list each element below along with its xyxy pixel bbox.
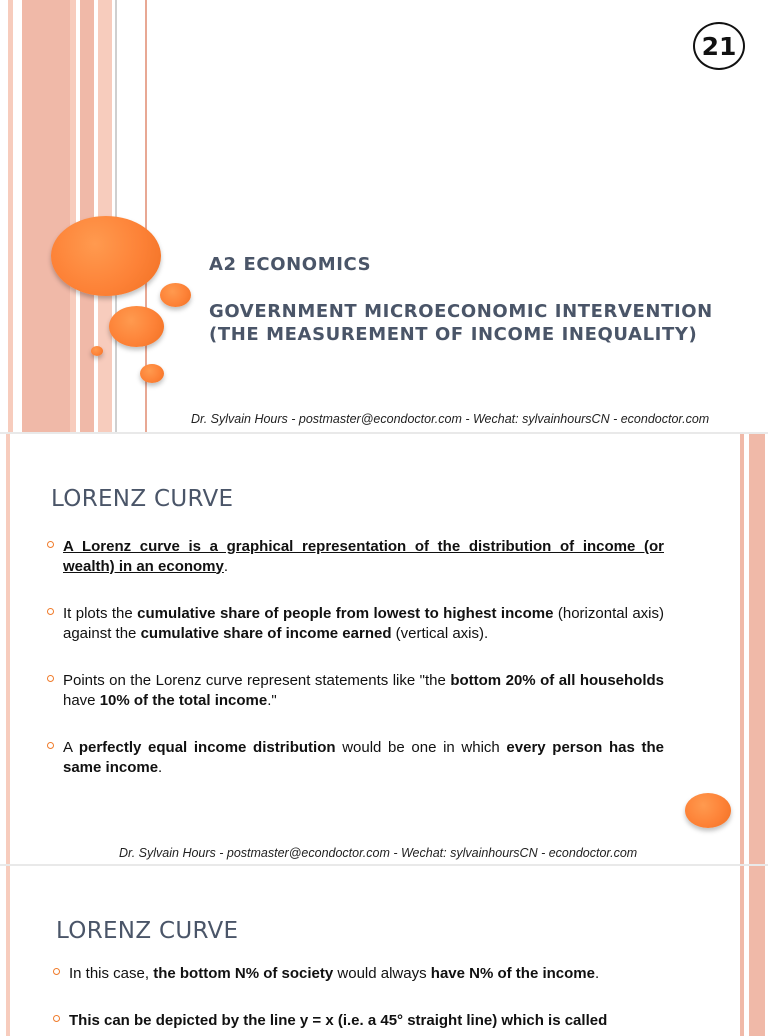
bullet-icon — [53, 1015, 60, 1022]
author-footer: Dr. Sylvain Hours - postmaster@econdoctor.com - Wechat: sylvainhoursCN - econdoctor.com — [191, 412, 710, 426]
text-run: (horizontal axis) against the — [63, 605, 665, 642]
bold-run: This can be depicted by the line y = x (i.e. a 45° straight line) which is called — [69, 1011, 608, 1029]
text-run: . — [223, 557, 229, 575]
definition-text: A Lorenz curve is a graphical representation of the distribution of income (or wealth) in an economy — [63, 538, 664, 575]
decor-circle — [160, 283, 191, 307]
text-run: It plots the — [63, 605, 138, 622]
text-run: . — [158, 758, 163, 776]
text-run: ." — [267, 691, 277, 709]
list-item — [53, 1011, 670, 1031]
decor-stripe — [70, 0, 76, 432]
lecture-title-line1: GOVERNMENT MICROECONOMIC INTERVENTION — [209, 301, 713, 322]
bold-run: bottom 20% of all households — [450, 672, 665, 689]
bullet-icon — [53, 968, 60, 975]
decor-stripe — [22, 0, 70, 432]
decor-circle — [685, 793, 731, 828]
text-run: . — [594, 965, 600, 982]
slide-heading: LORENZ CURVE — [51, 486, 234, 512]
bold-run: the bottom N% of society — [153, 965, 334, 982]
bullet-icon — [47, 608, 54, 615]
list-item — [47, 604, 664, 643]
bold-run: have N% of the income — [430, 965, 595, 982]
decor-stripe — [740, 434, 744, 864]
lecture-title-line2: (THE MEASUREMENT OF INCOME INEQUALITY) — [209, 324, 698, 345]
lecture-title — [209, 300, 713, 346]
decor-stripe — [749, 434, 765, 864]
text-run: (vertical axis). — [391, 624, 489, 642]
bold-run: cumulative share of people from lowest to highest income — [137, 605, 554, 622]
decor-stripe — [6, 866, 10, 1036]
decor-circle — [140, 364, 164, 383]
text-run: A — [63, 739, 79, 756]
bullet-icon — [47, 742, 54, 749]
lorenz-curve-slide — [0, 434, 768, 864]
text-run: would always — [333, 965, 431, 982]
text-run: would be one in which — [335, 739, 507, 756]
lorenz-curve-slide-2 — [0, 866, 768, 1036]
bold-run: 10% of the total income — [99, 691, 268, 709]
bullet-icon — [47, 541, 54, 548]
text-run: have — [63, 691, 100, 709]
bullet-list — [53, 964, 670, 1030]
list-item — [53, 964, 670, 984]
bullet-list — [47, 537, 664, 777]
title-slide — [0, 0, 768, 432]
decor-stripe — [6, 434, 10, 864]
slide-number-badge: 21 — [693, 22, 745, 70]
author-footer: Dr. Sylvain Hours - postmaster@econdoctor.com - Wechat: sylvainhoursCN - econdoctor.com — [119, 846, 638, 860]
text-run: Points on the Lorenz curve represent statements like "the — [63, 672, 451, 689]
course-title: A2 ECONOMICS — [209, 254, 372, 275]
decor-stripe — [8, 0, 13, 432]
decor-stripe — [749, 866, 765, 1036]
decor-stripe — [740, 866, 744, 1036]
list-item — [47, 671, 664, 710]
title-block — [209, 254, 713, 346]
decor-stripe — [80, 0, 94, 432]
bold-run: cumulative share of income earned — [140, 624, 392, 642]
decor-circle — [91, 346, 103, 356]
bullet-icon — [47, 675, 54, 682]
bold-run: every person has the same income — [63, 739, 664, 776]
decor-circle — [51, 216, 161, 296]
bold-run: perfectly equal income distribution — [78, 739, 336, 756]
list-item — [47, 738, 664, 777]
decor-circle — [109, 306, 164, 347]
list-item — [47, 537, 664, 576]
slide-heading: LORENZ CURVE — [56, 918, 239, 944]
text-run: In this case, — [69, 965, 154, 982]
